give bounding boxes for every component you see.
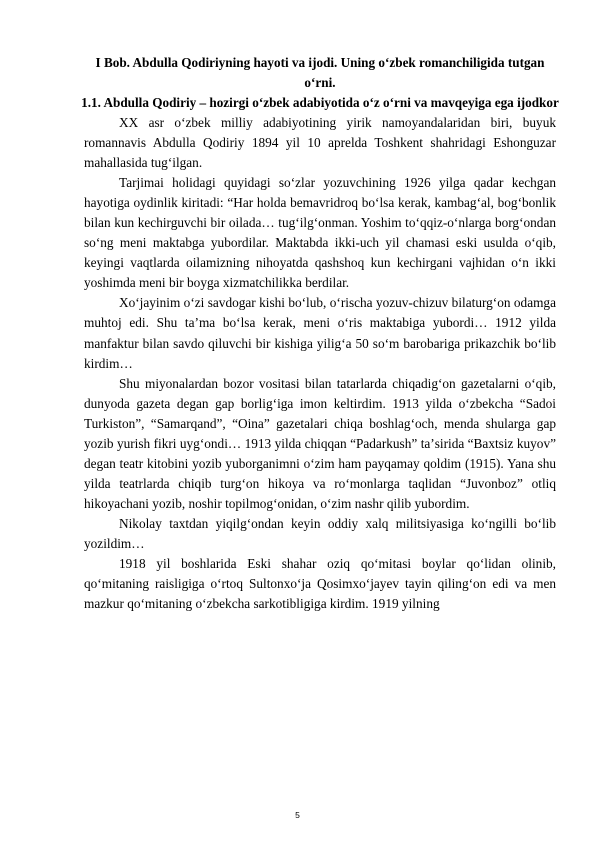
paragraph-2: Tarjimai holidagi quyidagi soʻzlar yozuvchining 1926 yilga qadar kechgan hayotiga oydinlik kiritadi: “Har holda bemavridroq boʻlsa kerak, kambagʻal, bogʻbonlik bilan kun kechirguvchi bir oilada… tugʻilgʻonman. Yoshim toʻqqiz-oʻnlarga borgʻondan soʻng meni maktabga yubordilar. Maktabda ikki-uch yil chamasi eski usulda oʻqib, keyingi vaqtlarda oilamizning nihoyatda qashshoq kun kechirgani vajhidan oʻn ikki yoshimda meni bir boyga xizmatchilikka berdilar. xyxy=(84,175,556,291)
page-number: 5 xyxy=(295,810,300,820)
chapter-heading: I Bob. Abdulla Qodiriyning hayoti va ijodi. Uning oʻzbek romanchiligida tutgan oʻrni. xyxy=(95,55,545,90)
paragraph-5: Nikolay taxtdan yiqilgʻondan keyin oddiy xalq militsiyasiga koʻngilli boʻlib yozildim… xyxy=(84,515,556,551)
section-heading: 1.1. Abdulla Qodiriy – hozirgi oʻzbek adabiyotida oʻz oʻrni va mavqeyiga ega ijodkor xyxy=(81,95,559,110)
paragraph-1: XX asr oʻzbek milliy adabiyotining yirik namoyandalaridan biri, buyuk romannavis Abdulla Qodiriy 1894 yil 10 aprelda Toshkent shahridagi Eshonguzar mahallasida tugʻilgan. xyxy=(84,115,556,171)
paragraph-4: Shu miyonalardan bozor vositasi bilan tatarlarda chiqadigʻon gazetalarni oʻqib, dunyoda gazeta degan gap borligʻiga imon keltirdim. 1913 yilda oʻzbekcha “Sadoi Turkiston”, “Samarqand”, “Oina” gazetalari chiqa boshlagʻoch, menda shularga gap yozib yurish fikri uygʻondi… 1913 yilda chiqqan “Padarkush” taʼsirida “Baxtsiz kuyov” degan teatr kitobini yozib yuborganimni oʻzim ham payqamay qoldim (1915). Yana shu yilda teatrlarda chiqib turgʻon hikoya va roʻmonlarga taqlidan “Juvonboz” otliq hikoyachani yozib, noshir topilmogʻonidan, oʻzim nashr qilib yubordim. xyxy=(84,375,556,511)
document-page xyxy=(81,53,559,614)
paragraph-6: 1918 yil boshlarida Eski shahar oziq qoʻmitasi boylar qoʻlidan olinib, qoʻmitaning raisligiga oʻrtoq Sultonxoʻja Qosimxoʻjayev tayin qilingʻon edi va men mazkur qoʻmitaning oʻzbekcha sarkotibligiga kirdim. 1919 yilning xyxy=(84,556,556,612)
paragraph-3: Xoʻjayinim oʻzi savdogar kishi boʻlub, oʻrischa yozuv-chizuv bilaturgʻon odamga muhtoj edi. Shu taʼma boʻlsa kerak, meni oʻris maktabiga yubordi… 1912 yilda manfaktur bilan savdo qiluvchi bir kishiga yiligʻa 50 soʻm barobariga prikazchik boʻlib kirdim… xyxy=(84,295,556,371)
